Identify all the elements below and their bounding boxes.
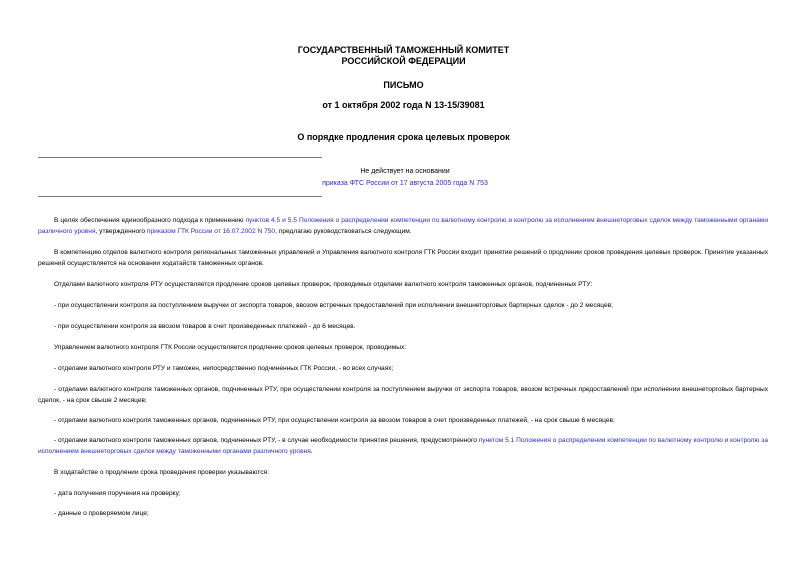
- paragraph-1: [38, 215, 768, 237]
- status-note-text: Не действует на основании: [360, 168, 450, 175]
- paragraph-13: - данные о проверяемом лице;: [54, 510, 149, 517]
- document-subject: О порядке продления срока целевых проверок: [297, 132, 510, 142]
- paragraph-10: [38, 435, 768, 457]
- link-order-750[interactable]: приказом ГТК России от 16.07.2002 N 750: [146, 228, 276, 235]
- paragraph-5: - при осуществлении контроля за ввозом товаров в счет произведенных платежей - до 6 месяцев.: [54, 323, 356, 330]
- document-type: ПИСЬМО: [383, 80, 424, 90]
- paragraph-11: В ходатайстве о продлении срока проведения проверки указываются:: [54, 469, 269, 476]
- paragraph-10-text: - отделами валютного контроля таможенных органов, подчиненных РТУ, - в случае необходимости принятия решения, предусмотренного: [54, 437, 479, 444]
- paragraph-12: - дата получения поручения на проверку;: [54, 490, 181, 497]
- paragraph-2: В компетенцию отделов валютного контроля региональных таможенных управлений и Управления валютного контроля ГТК России входит принятие решений о продлении сроков проведения целевых проверок. Принятие указанных решений осуществляется на основании ходатайств таможенных органов.: [38, 249, 768, 267]
- link-position-5-1[interactable]: пунктом 5.1 Положения о распределении компетенции по валютному контролю и контролю за исполнением внешнеторговых сделок между таможенными органами различного уровня: [38, 437, 768, 455]
- document-date-number: от 1 октября 2002 года N 13-15/39081: [322, 100, 485, 110]
- paragraph-1-text: В целях обеспечения единообразного подхода к применению: [54, 217, 246, 224]
- paragraph-7: - отделами валютного контроля РТУ и таможен, непосредственно подчиненных ГТК России, - во всех случаях;: [54, 365, 394, 372]
- paragraph-9: - отделами валютного контроля таможенных органов, подчиненных РТУ, при осуществлении контроля за ввозом товаров в счет произведенных платежей, - на срок свыше 6 месяцев;: [54, 417, 615, 424]
- paragraph-8: - отделами валютного контроля таможенных органов, подчиненных РТУ, при осуществлении контроля за поступлением выручки от экспорта товаров, ввозом встречных предоставлений при исполнении внешнеторговых бартерных сделок, - на срок свыше 2 месяцев;: [38, 386, 768, 404]
- paragraph-3: Отделами валютного контроля РТУ осуществляется продление сроков целевых проверок, проводимых отделами валютного контроля таможенных органов, подчиненных РТУ:: [54, 281, 593, 288]
- paragraph-6: Управлением валютного контроля ГТК России осуществляется продление сроков целевых проверок, проводимых:: [54, 344, 407, 351]
- issuer-line-2: РОССИЙСКОЙ ФЕДЕРАЦИИ: [341, 56, 466, 66]
- status-note-link[interactable]: приказа ФТС России от 17 августа 2005 года N 753: [322, 180, 488, 187]
- paragraph-1-text-2: , утвержденного: [95, 228, 147, 235]
- paragraph-1-text-3: , предлагаю руководствоваться следующим.: [275, 228, 412, 235]
- divider-bottom: [38, 196, 322, 197]
- link-positions-4-5-5-5[interactable]: пунктов 4.5 и 5.5 Положения о распределении компетенции по валютному контролю и контролю за исполнением внешнеторговых сделок между таможенными органами различного уровня: [38, 217, 769, 235]
- divider-top: [38, 157, 322, 158]
- paragraph-10-text-2: .: [310, 448, 313, 455]
- issuer-line-1: ГОСУДАРСТВЕННЫЙ ТАМОЖЕННЫЙ КОМИТЕТ: [297, 45, 510, 55]
- status-note: [280, 166, 530, 190]
- paragraph-4: - при осуществлении контроля за поступлением выручки от экспорта товаров, ввозом встречных предоставлений при исполнении внешнеторговых бартерных сделок - до 2 месяцев;: [54, 302, 614, 309]
